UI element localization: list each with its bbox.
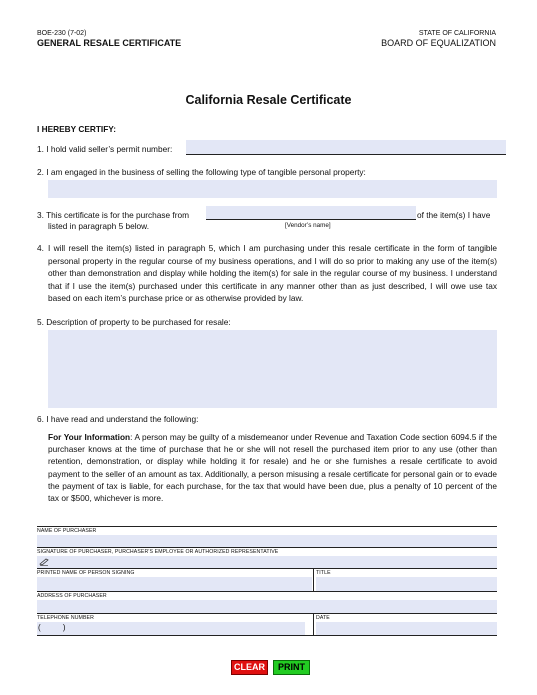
divider (313, 613, 314, 635)
printed-name-label: PRINTED NAME OF PERSON SIGNING (37, 570, 135, 576)
divider (313, 568, 314, 591)
vendor-name-field[interactable] (206, 206, 416, 220)
certify-heading: I HEREBY CERTIFY: (37, 124, 116, 134)
signature-label: SIGNATURE OF PURCHASER, PURCHASER’S EMPLOYEE OR AUTHORIZED REPRESENTATIVE (37, 549, 279, 555)
divider (37, 613, 497, 614)
fyi-paragraph (48, 431, 497, 504)
divider (37, 568, 497, 569)
fyi-heading: For Your Information (48, 432, 131, 442)
divider (37, 591, 497, 592)
state-label: STATE OF CALIFORNIA (418, 30, 496, 37)
signature-field[interactable] (37, 556, 497, 568)
item3-tail: of the item(s) I have (417, 210, 491, 220)
pen-icon (39, 557, 49, 566)
date-field[interactable] (316, 622, 497, 635)
permit-number-field[interactable] (186, 140, 506, 155)
agency-label: BOARD OF EQUALIZATION (381, 38, 496, 48)
date-label: DATE (316, 615, 330, 621)
fyi-text: : A person may be guilty of a misdemeanor under Revenue and Taxation Code section 6094.5 if the purchaser knows at the time of purchase that he or she will not resell the purchased item prior to any use (other than retention, demonstration, or display while holding it for resale) and he or she furnishes a resale certificate to avoid payment to the seller of an amount as tax. Additionally, a person misusing a resale certificate for personal gain or to evade the payment of tax is liable, for each purchase, for the tax that would have been due, plus a penalty of 10 percent of the tax or $500, whichever is more. (48, 432, 497, 504)
divider (37, 547, 497, 548)
item5-label: 5. Description of property to be purchased for resale: (37, 317, 231, 327)
title-label: TITLE (316, 570, 331, 576)
address-label: ADDRESS OF PURCHASER (37, 593, 107, 599)
address-field[interactable] (37, 600, 497, 613)
item4-text: I will resell the item(s) listed in paragraph 5, which I am purchasing under this resale certificate in the form of tangible personal property in the regular course of my business operations, and I will do so prior to making any use of the item(s) other than demonstration and display while holding the item(s) for sale in the regular course of my business. I understand that if I use the item(s) purchased under this certificate in any manner other than as just described, I will owe use tax based on each item’s purchase price or as otherwise provided by law. (48, 243, 497, 304)
item4-number: 4. (37, 243, 44, 253)
property-description-field[interactable] (48, 330, 497, 408)
vendor-name-caption: [Vendor’s name] (285, 222, 331, 229)
print-button[interactable]: PRINT (273, 660, 310, 675)
form-code: BOE-230 (7-02) (37, 30, 87, 37)
item3-line2: listed in paragraph 5 below. (48, 221, 150, 231)
item3-label: 3. This certificate is for the purchase from (37, 210, 190, 220)
telephone-label: TELEPHONE NUMBER (37, 615, 94, 621)
title-field[interactable] (316, 577, 497, 591)
page-title: California Resale Certificate (185, 93, 352, 107)
business-type-field[interactable] (48, 180, 497, 198)
item6-label: 6. I have read and understand the following: (37, 414, 199, 424)
clear-button[interactable]: CLEAR (231, 660, 268, 675)
divider (37, 635, 497, 636)
name-of-purchaser-field[interactable] (37, 535, 497, 547)
item2-label: 2. I am engaged in the business of selling the following type of tangible personal property: (37, 167, 366, 177)
divider (37, 526, 497, 527)
telephone-field[interactable] (37, 622, 305, 635)
form-name: GENERAL RESALE CERTIFICATE (37, 38, 182, 48)
printed-name-field[interactable] (37, 577, 312, 591)
phone-area-code-parens: ( ) (38, 623, 66, 632)
name-of-purchaser-label: NAME OF PURCHASER (37, 528, 97, 534)
item1-label: 1. I hold valid seller’s permit number: (37, 144, 173, 154)
